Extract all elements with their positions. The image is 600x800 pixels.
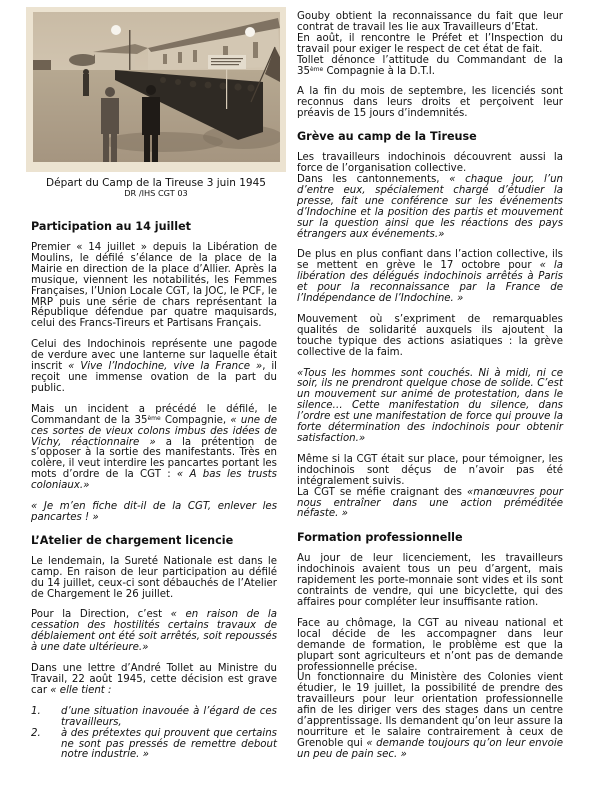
paragraph: Dans les cantonnements, « chaque jour, l’un d’entre eux, spécialement chargé d’étudier la presse, fait une conférence sur les événements d’Indochine et la position des partis et mouvement sur la question ainsi que les réactions des pays étrangers aux événements.» <box>297 173 563 240</box>
paragraph: A la fin du mois de septembre, les licenciés sont reconnus dans leurs droits et perçoivent leur préavis de 15 jours d’indemnités. <box>297 86 563 120</box>
quote: « Je m’en fiche dit-il de la CGT, enlever les pancartes ! » <box>31 501 277 523</box>
paragraph: Au jour de leur licenciement, les travailleurs indochinois avaient tous un peu d’argent, mais rapidement les porte-monnaie sont vides et ils sont contraints de vendre, qui une bicyclette, qui des affaires pour compléter leur insuffisante ration. <box>297 553 563 608</box>
paragraph: Gouby obtient la reconnaissance du fait que leur contrat de travail les lie aux Travailleurs d’Etat. <box>297 11 563 33</box>
photo-frame <box>26 7 286 172</box>
historical-photo <box>33 12 280 162</box>
photo-illustration <box>33 12 280 162</box>
heading-formation: Formation professionnelle <box>297 531 463 545</box>
left-column <box>31 220 277 761</box>
paragraph: Face au chômage, la CGT au niveau national et local décide de les accompagner dans leur demande de formation, le problème est que la plupart sont agriculteurs et n’ont pas de demande professionnelle précise. <box>297 617 563 673</box>
paragraph: Pour la Direction, c’est « en raison de la cessation des hostilités certains travaux de déblaiement ont été soit arrêtés, soit repoussés à une date ultérieure.» <box>31 609 277 654</box>
quote: «Tous les hommes sont couchés. Ni à midi, ni ce soir, ils ne prendront quelque chose de solide. C’est un mouvement sur animé de protestation, dans le silence… Cette manifestation du silence, dans l’ordre est une manifestation de force qui prouve la forte détermination des indochinois pour obtenir satisfaction.» <box>297 367 563 444</box>
list-item: 1. d’une situation inavouée à l’égard de ces travailleurs, <box>31 705 277 728</box>
paragraph: De plus en plus confiant dans l’action collective, ils se mettent en grève le 17 octobre pour « la libération des délégués indochinois arrêtés à Paris et pour la reconnaissance par la France de l’Indépendance de l’Indochine. » <box>297 249 563 305</box>
heading-participation: Participation au 14 juillet <box>31 220 192 233</box>
numbered-list <box>31 707 277 762</box>
paragraph: Celui des Indochinois représente une pagode de verdure avec une lanterne sur laquelle était inscrit « Vive l’Indochine, vive la France », il reçoit une immense ovation de la part du public. <box>31 339 277 394</box>
paragraph: Tollet dénonce l’attitude du Commandant de la 35ème Compagnie à la D.T.I. <box>297 54 563 77</box>
list-item: 2. à des prétextes qui prouvent que certains ne sont pas pressés de remettre debout notre industrie. » <box>31 727 277 761</box>
paragraph: Premier « 14 juillet » depuis la Libération de Moulins, le défilé s’élance de la place de la Mairie en direction de la place d’Allier. Après la musique, viennent les notabilités, les Femmes Françaises, l’Union Locale CGT, la JOC, le PCF, le MRP puis une série de chars représentant la République défendue par quatre maquisards, celui des Francs-Tireurs et Partisans Français. <box>31 242 277 330</box>
paragraph: Même si la CGT était sur place, pour témoigner, les indochinois sont déçus de n’avoir pas été intégralement suivis. <box>297 453 563 487</box>
paragraph: Un fonctionnaire du Ministère des Colonies vient étudier, le 19 juillet, la possibilité de prendre des travailleurs pour leur orientation professionnelle afin de les diriger vers des stages dans un centre d’apprentissage. Ils demandent qu’on leur assure la nourriture et le salaire contrairement à ceux de Grenoble qui « demande toujours qu’on leur envoie un peu de pain sec. » <box>297 672 563 760</box>
paragraph: Dans une lettre d’André Tollet au Ministre du Travail, 22 août 1945, cette décision est grave car « elle tient : <box>31 663 277 696</box>
paragraph: La CGT se méfie craignant des «manœuvres pour nous entraîner dans une action préméditée néfaste. » <box>297 486 563 520</box>
photo-credit: DR /IHS CGT 03 <box>124 188 188 198</box>
heading-atelier: L’Atelier de chargement licencie <box>31 533 234 547</box>
paragraph: Le lendemain, la Sureté Nationale est dans le camp. En raison de leur participation au défilé du 14 juillet, ceux-ci sont débauchés de l’Atelier de Chargement le 26 juillet. <box>31 555 277 600</box>
right-column <box>297 12 563 761</box>
paragraph: En août, il rencontre le Préfet et l’Inspection du travail pour exiger le respect de cet état de fait. <box>297 32 563 55</box>
paragraph: Mais un incident a précédé le défilé, le Commandant de la 35ème Compagnie, « une de ces sortes de vieux colons imbus des idées de Vichy, réactionnaire » a la prétention de s’opposer à la sortie des manifestants. Très en colère, il veut interdire les pancartes portant les mots d’ordre de la CGT : « A bas les trusts coloniaux.» <box>31 403 278 492</box>
paragraph: Mouvement où s’expriment de remarquables qualités de solidarité auxquels ils ajoutent la touche typique des actions asiatiques : la grève collective de la faim. <box>297 313 563 358</box>
heading-greve: Grève au camp de la Tireuse <box>297 130 477 144</box>
paragraph: Les travailleurs indochinois découvrent aussi la force de l’organisation collective. <box>297 152 563 175</box>
photo-caption: Départ du Camp de la Tireuse 3 juin 1945 <box>46 177 266 189</box>
